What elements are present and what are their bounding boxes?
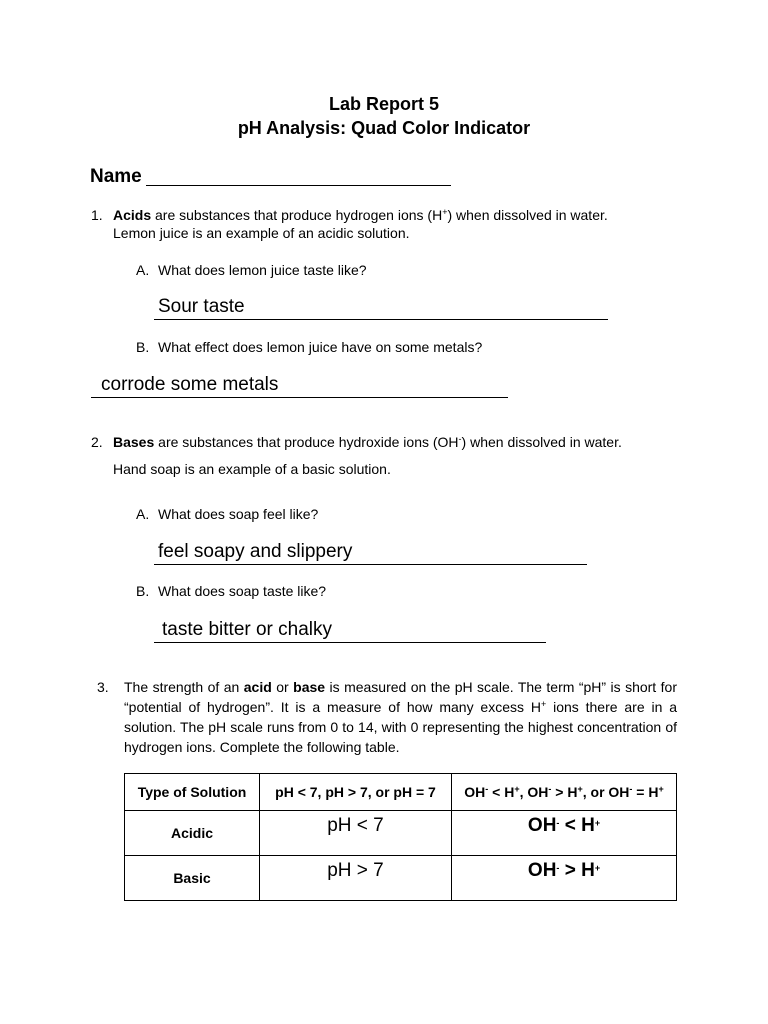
name-label: Name bbox=[90, 166, 142, 187]
q1a-question: What does lemon juice taste like? bbox=[158, 262, 367, 278]
table-row bbox=[125, 856, 677, 901]
q2b-question: What does soap taste like? bbox=[158, 583, 327, 599]
q3-text-3: is measured on the pH scale. The term “pH” is short for “potential of hydrogen”. It is a measure of how many excess H bbox=[124, 679, 677, 715]
table-header-row bbox=[125, 774, 677, 811]
q3-text-1: The strength of an bbox=[124, 679, 244, 695]
row-oh-answer[interactable]: OH- < H+ bbox=[452, 811, 677, 856]
header-ph: pH < 7, pH > 7, or pH = 7 bbox=[260, 774, 452, 811]
q1-number: 1. bbox=[91, 207, 103, 223]
q3-text-2: or bbox=[271, 679, 294, 695]
q1-line-2: Lemon juice is an example of an acidic solution. bbox=[113, 225, 410, 241]
q1-text-a: are substances that produce hydrogen ions (H bbox=[151, 207, 443, 223]
q1a-label: A. bbox=[136, 262, 150, 278]
header-type: Type of Solution bbox=[125, 774, 260, 811]
q1b-answer[interactable]: corrode some metals bbox=[91, 373, 508, 398]
title-line-2: pH Analysis: Quad Color Indicator bbox=[237, 118, 531, 138]
q2b-label: B. bbox=[136, 583, 150, 599]
q1a-answer[interactable]: Sour taste bbox=[154, 295, 608, 320]
q3-number: 3. bbox=[97, 679, 109, 695]
q2-line-2: Hand soap is an example of a basic solution. bbox=[113, 461, 391, 477]
q3-acid-term: acid bbox=[243, 679, 272, 695]
row-oh-answer[interactable]: OH- > H+ bbox=[452, 856, 677, 901]
q2-term: Bases bbox=[113, 434, 155, 450]
q2a-label: A. bbox=[136, 506, 150, 522]
row-type: Basic bbox=[125, 856, 260, 901]
row-ph-answer[interactable]: pH > 7 bbox=[260, 856, 452, 901]
title-line-1: Lab Report 5 bbox=[328, 94, 439, 114]
q2b-answer[interactable]: taste bitter or chalky bbox=[154, 618, 546, 643]
q1-line-1 bbox=[113, 207, 608, 223]
name-field-line[interactable] bbox=[146, 185, 451, 186]
q1b-label: B. bbox=[136, 339, 150, 355]
q3-text-4: ions there are in a solution. The pH scale runs from 0 to 14, with 0 representing the highest concentration of hydrogen ions. Complete the following table. bbox=[124, 699, 677, 755]
q2-line-1 bbox=[113, 434, 622, 450]
q1-sup: + bbox=[442, 207, 448, 217]
q2-text-a: are substances that produce hydroxide ions (OH bbox=[154, 434, 459, 450]
table-row bbox=[125, 811, 677, 856]
q1-text-b: ) when dissolved in water. bbox=[447, 207, 608, 223]
q1b-question: What effect does lemon juice have on some metals? bbox=[158, 339, 483, 355]
q3-paragraph bbox=[124, 677, 677, 757]
row-type: Acidic bbox=[125, 811, 260, 856]
q1-term: Acids bbox=[113, 207, 152, 223]
q3-sup: + bbox=[540, 699, 547, 709]
q3-base-term: base bbox=[293, 679, 326, 695]
q2-sup: - bbox=[458, 434, 462, 444]
q2a-answer[interactable]: feel soapy and slippery bbox=[154, 540, 587, 565]
ph-table bbox=[124, 773, 677, 901]
q2-number: 2. bbox=[91, 434, 103, 450]
row-ph-answer[interactable]: pH < 7 bbox=[260, 811, 452, 856]
q2a-question: What does soap feel like? bbox=[158, 506, 319, 522]
header-oh: OH- < H+, OH- > H+, or OH- = H+ bbox=[452, 774, 677, 811]
q2-text-b: ) when dissolved in water. bbox=[461, 434, 622, 450]
